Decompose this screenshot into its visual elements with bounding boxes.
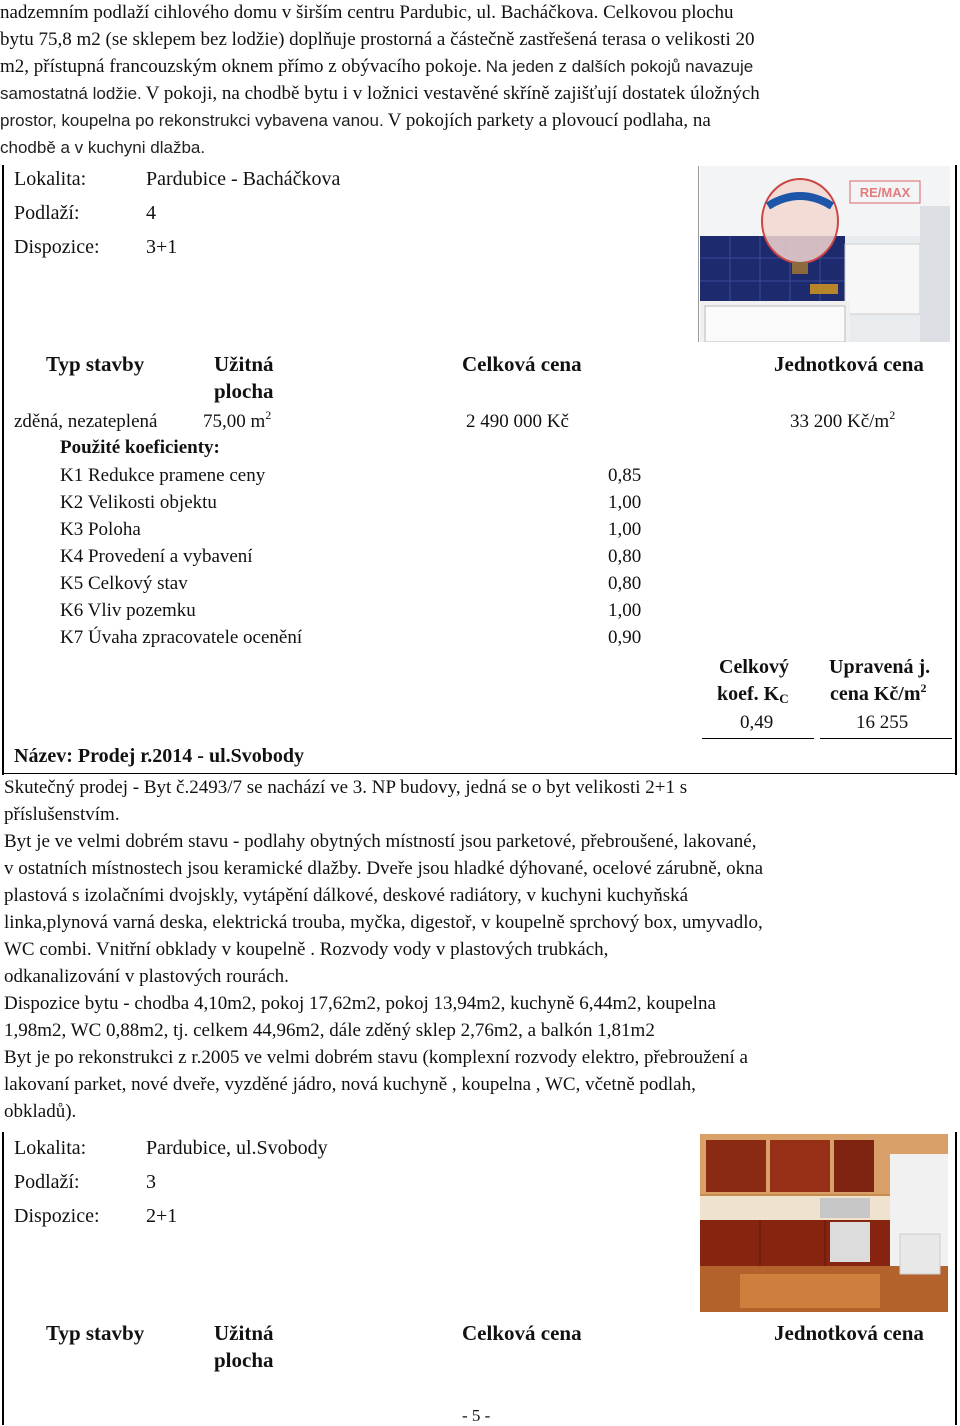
record2-desc-line-8: odkanalizování v plastových rourách. (4, 966, 289, 987)
record1-upravena-sup: 2 (920, 681, 927, 695)
record1-celkovy-koef-text: koef. K (717, 683, 780, 705)
record1-plocha-sup: 2 (265, 408, 272, 422)
intro-line-4b: V pokoji, na chodbě bytu i v ložnici vestavěné skříně zajišťují dostatek úložných (145, 83, 760, 104)
record1-celkovy-koef-header-2 (717, 683, 789, 706)
record2-header-uzitna: Užitná (214, 1321, 274, 1345)
record1-header-uzitna: Užitná (214, 352, 274, 376)
record2-desc-line-3: Byt je ve velmi dobrém stavu - podlahy obytných místností jsou parketové, přebroušené, lakované, (4, 831, 757, 852)
record2-left-border (2, 1132, 4, 1425)
record1-jednotkova-sup: 2 (889, 408, 896, 422)
record1-lokalita-label: Lokalita: (14, 168, 87, 190)
record1-upravena-value: 16 255 (856, 712, 909, 733)
intro-line-4 (0, 81, 760, 106)
coef-k1-label: K1 Redukce pramene ceny (60, 465, 266, 486)
record1-table-right-border (955, 342, 957, 462)
record2-lokalita-value: Pardubice, ul.Svobody (146, 1137, 328, 1159)
record1-right-border (955, 165, 957, 775)
coef-k2-label: K2 Velikosti objektu (60, 492, 217, 513)
record1-celkovy-koef-sub: C (779, 691, 789, 706)
coef-k7-value: 0,90 (608, 627, 642, 648)
intro-line-3 (0, 54, 753, 79)
coef-k5-label: K5 Celkový stav (60, 573, 188, 594)
record1-photo-border (698, 166, 699, 342)
coef-k4-value: 0,80 (608, 546, 642, 567)
record1-photo-logo: RE/MAX (859, 185, 911, 200)
record2-desc-line-11: Byt je po rekonstrukci z r.2005 ve velmi dobrém stavu (komplexní rozvody elektro, přebroužení a (4, 1047, 748, 1068)
record1-header-celkova: Celková cena (462, 352, 582, 376)
intro-line-1: nadzemním podlaží cihlového domu v širším centru Pardubic, ul. Bacháčkova. Celkovou plochu (0, 2, 734, 23)
record1-header-plocha: plocha (214, 379, 274, 403)
record1-plocha-value (203, 408, 272, 433)
record2-header-typ: Typ stavby (46, 1321, 145, 1345)
record2-right-border (955, 1132, 957, 1425)
record2-header-jednotkova: Jednotková cena (774, 1321, 924, 1345)
intro-line-5b: V pokojích parkety a plovoucí podlaha, na (387, 110, 711, 131)
coef-k5-value: 0,80 (608, 573, 642, 594)
coef-k7-label: K7 Úvaha zpracovatele ocenění (60, 627, 303, 648)
record2-title: Název: Prodej r.2014 - ul.Svobody (14, 745, 304, 767)
record2-desc-line-9: Dispozice bytu - chodba 4,10m2, pokoj 17,62m2, pokoj 13,94m2, kuchyně 6,44m2, koupelna (4, 993, 716, 1014)
coef-k6-label: K6 Vliv pozemku (60, 600, 196, 621)
record1-plocha-number: 75,00 m (203, 411, 266, 432)
record1-header-typ: Typ stavby (46, 352, 145, 376)
record1-celkova-value: 2 490 000 Kč (466, 411, 569, 432)
record1-celkovy-koef-header-1: Celkový (719, 656, 789, 678)
coef-k3-value: 1,00 (608, 519, 642, 540)
coef-k2-value: 1,00 (608, 492, 642, 513)
record1-celkovy-koef-value: 0,49 (740, 712, 774, 733)
record1-podlazi-value: 4 (146, 202, 156, 224)
record2-desc-line-5: plastová s izolačními dvojskly, vytápění dálkové, deskové radiátory, v kuchyni kuchyňská (4, 885, 689, 906)
record2-desc-line-4: v ostatních místnostech jsou keramické dlažby. Dveře jsou hladké dýhované, ocelové zárubně, okna (4, 858, 764, 879)
intro-line-3a: m2, přístupná francouzským oknem přímo z obývacího pokoje. (0, 56, 482, 77)
record1-typ-value: zděná, nezateplená (14, 411, 158, 432)
record2-podlazi-value: 3 (146, 1171, 156, 1193)
record2-desc-line-12: lakovaní parket, nové dveře, vyzděné jádro, nová kuchyně , koupelna , WC, včetně podlah, (4, 1074, 696, 1095)
record1-header-jednotkova: Jednotková cena (774, 352, 924, 376)
record2-podlazi-label: Podlaží: (14, 1171, 80, 1193)
record1-upravena-header-2 (830, 683, 927, 706)
record1-upravena-underline (820, 738, 952, 739)
coef-k3-label: K3 Poloha (60, 519, 141, 540)
record1-photo-bathroom (700, 166, 950, 342)
record2-header-celkova: Celková cena (462, 1321, 582, 1345)
record2-desc-line-6: linka,plynová varná deska, elektrická trouba, myčka, digestoř, v koupelně sprchový box, umyvadlo, (4, 912, 763, 933)
record1-left-border (2, 165, 4, 775)
record2-desc-line-2: příslušenstvím. (4, 804, 120, 825)
intro-line-6: chodbě a v kuchyni dlažba. (0, 138, 206, 157)
record2-desc-line-10: 1,98m2, WC 0,88m2, tj. celkem 44,96m2, dále zděný sklep 2,76m2, a balkón 1,81m2 (4, 1020, 655, 1041)
coef-k6-value: 1,00 (608, 600, 642, 621)
record2-lokalita-label: Lokalita: (14, 1137, 87, 1159)
intro-line-5 (0, 108, 711, 133)
record1-lokalita-value: Pardubice - Bacháčkova (146, 168, 341, 190)
record1-dispozice-label: Dispozice: (14, 236, 100, 258)
record2-header-plocha: plocha (214, 1348, 274, 1372)
intro-line-4a: samostatná lodžie. (0, 84, 142, 103)
record1-koef-underline (702, 738, 814, 739)
coef-k4-label: K4 Provedení a vybavení (60, 546, 253, 567)
record2-desc-line-13: obkladů). (4, 1101, 77, 1122)
record1-jednotkova-number: 33 200 Kč/m (790, 411, 890, 432)
intro-line-5a: prostor, koupelna po rekonstrukci vybavena vanou. (0, 111, 384, 130)
record1-bottom-border (2, 773, 957, 774)
record2-desc-line-7: WC combi. Vnitřní obklady v koupelně . Rozvody vody v plastových trubkách, (4, 939, 609, 960)
record2-photo-kitchen (700, 1134, 948, 1312)
record2-desc-line-1: Skutečný prodej - Byt č.2493/7 se nachází ve 3. NP budovy, jedná se o byt velikosti 2+1 s (4, 777, 688, 798)
record2-dispozice-label: Dispozice: (14, 1205, 100, 1227)
record1-coef-title: Použité koeficienty: (60, 437, 220, 458)
record1-dispozice-value: 3+1 (146, 236, 178, 258)
record2-dispozice-value: 2+1 (146, 1205, 178, 1227)
page-number: - 5 - (462, 1406, 491, 1425)
intro-line-3b: Na jeden z dalších pokojů navazuje (485, 57, 754, 76)
record1-jednotkova-value (790, 408, 896, 433)
record1-podlazi-label: Podlaží: (14, 202, 80, 224)
record1-upravena-text: cena Kč/m (830, 683, 921, 705)
intro-line-2: bytu 75,8 m2 (se sklepem bez lodžie) doplňuje prostorná a částečně zastřešená terasa o velikosti 20 (0, 29, 755, 50)
record1-upravena-header-1: Upravená j. (829, 656, 931, 678)
coef-k1-value: 0,85 (608, 465, 642, 486)
